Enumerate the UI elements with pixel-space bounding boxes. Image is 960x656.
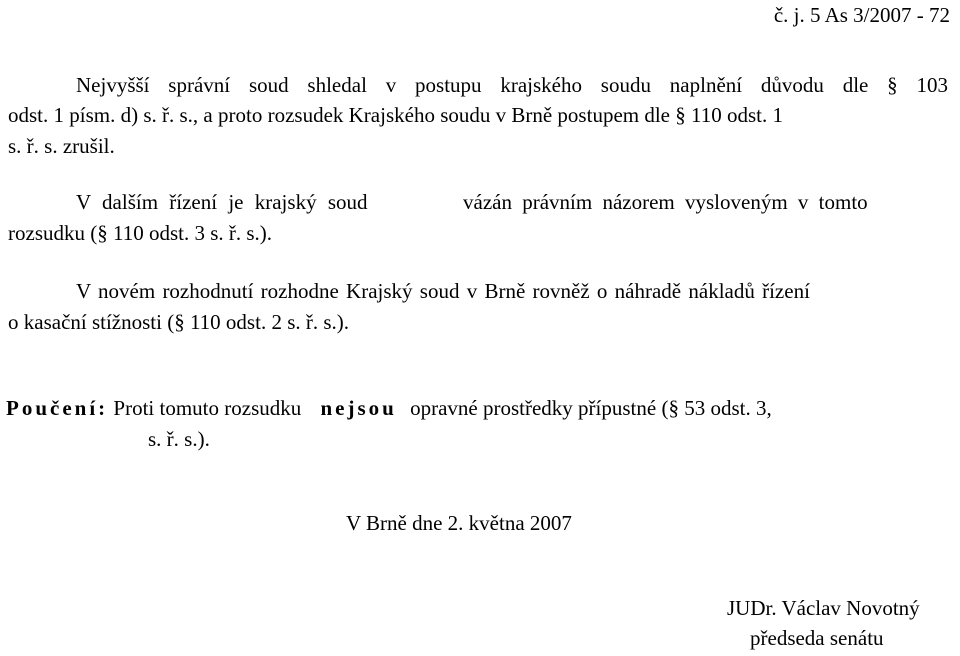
paragraph-2-line-1-part-2: vázán právním názorem vysloveným v tomto: [463, 190, 868, 214]
paragraph-2-line-1-part-1: V dalším řízení je krajský soud: [76, 190, 368, 214]
paragraph-1-line-2: odst. 1 písm. d) s. ř. s., a proto rozsudek Krajského soudu v Brně postupem dle § 110 odst. 1: [8, 103, 783, 127]
paragraph-3-line-1: V novém rozhodnutí rozhodne Krajský soud v Brně rovněž o náhradě nákladů řízení: [76, 279, 810, 303]
signature-name: JUDr. Václav Novotný: [727, 596, 920, 620]
date-line: V Brně dne 2. května 2007: [346, 511, 572, 535]
instruction-text-after: opravné prostředky přípustné (§ 53 odst. 3,: [410, 396, 772, 420]
signature-title: předseda senátu: [750, 626, 884, 650]
instruction-line-2: s. ř. s.).: [148, 427, 210, 451]
paragraph-2-line-2: rozsudku (§ 110 odst. 3 s. ř. s.).: [8, 221, 273, 245]
paragraph-1-line-1: Nejvyšší správní soud shledal v postupu krajského soudu naplnění důvodu dle § 103: [76, 73, 948, 97]
paragraph-1-line-3: s. ř. s. zrušil.: [8, 134, 115, 158]
paragraph-3-line-2: o kasační stížnosti (§ 110 odst. 2 s. ř. s.).: [8, 310, 350, 334]
instruction-emphasis: nejsou: [320, 396, 397, 420]
case-number: č. j. 5 As 3/2007 - 72: [773, 3, 950, 27]
instruction-text-before: Proti tomuto rozsudku: [113, 396, 302, 420]
instruction-line-1: [6, 393, 772, 423]
instruction-label: Poučení:: [6, 396, 109, 420]
